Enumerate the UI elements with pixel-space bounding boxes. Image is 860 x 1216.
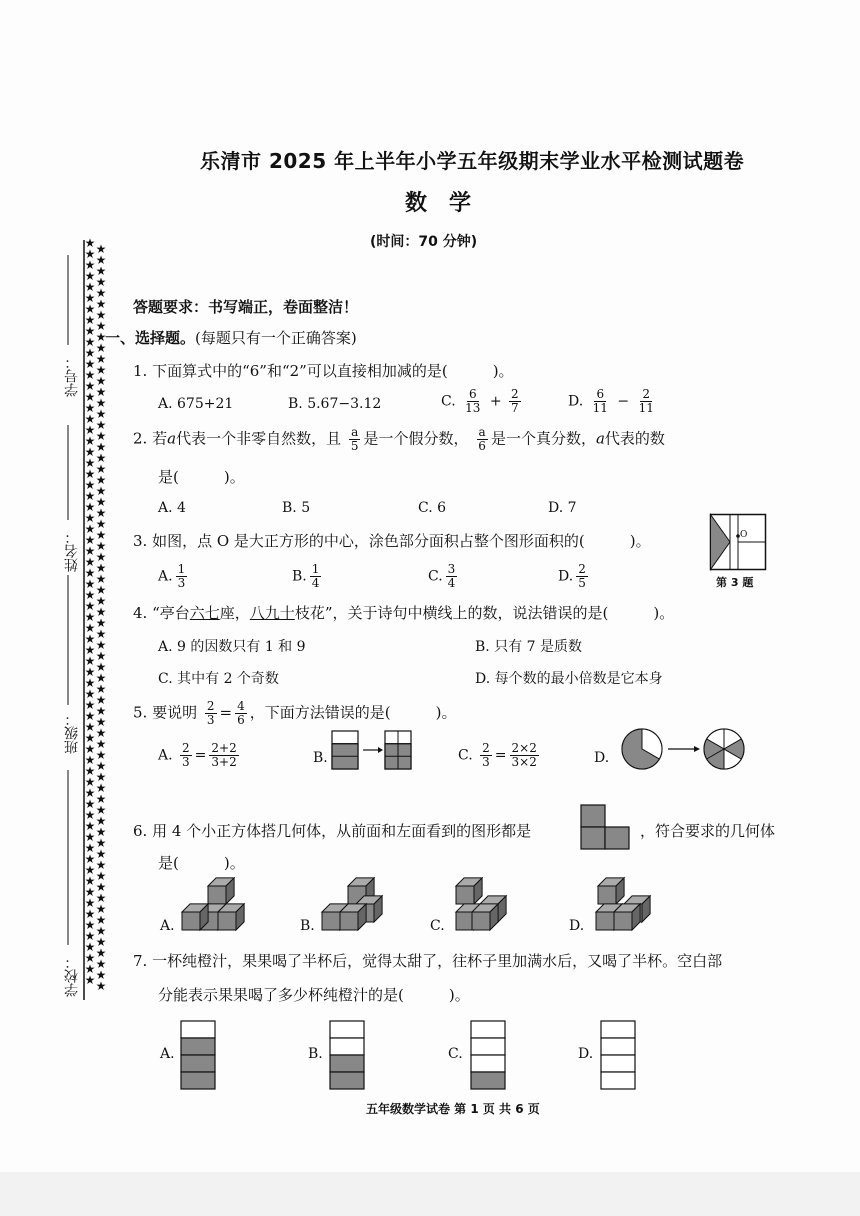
cube bbox=[472, 904, 498, 930]
q2-var-1: a bbox=[167, 429, 177, 448]
cup-segment bbox=[471, 1021, 505, 1038]
q3c-den: 4 bbox=[447, 576, 456, 590]
q3a-num: 1 bbox=[177, 562, 186, 576]
cube bbox=[340, 904, 366, 930]
cup-segment bbox=[330, 1055, 364, 1072]
q5-option-a[interactable] bbox=[158, 742, 242, 769]
q2-frac1-num: a bbox=[351, 425, 359, 439]
q4-number: 4. bbox=[133, 604, 148, 622]
q6-view-figure bbox=[580, 804, 630, 850]
cube bbox=[456, 878, 482, 904]
q5-option-b-label[interactable]: B. bbox=[313, 750, 328, 766]
q2-text-3: 是一个假分数， bbox=[363, 429, 469, 448]
cup-segment bbox=[601, 1072, 635, 1089]
section-prefix: 一、 bbox=[105, 329, 136, 347]
q6-option-c-label[interactable]: C. bbox=[430, 918, 445, 934]
binding-fill-lines bbox=[56, 255, 80, 975]
q3-figure-caption: 第 3 题 bbox=[716, 576, 754, 589]
q5c-den1: 3 bbox=[482, 755, 490, 769]
q6-text-2: ，符合要求的几何体 bbox=[640, 822, 776, 840]
q5-option-d-figure bbox=[620, 726, 750, 772]
cup-segment bbox=[330, 1021, 364, 1038]
q5a-label: A. bbox=[158, 747, 173, 764]
q1-option-c[interactable] bbox=[441, 388, 524, 415]
q3-square-figure bbox=[710, 514, 766, 570]
q7-option-d-cup bbox=[600, 1020, 636, 1092]
q7-option-a-label[interactable]: A. bbox=[160, 1046, 175, 1062]
cup-segment bbox=[471, 1055, 505, 1072]
q2-option-d[interactable]: D. 7 bbox=[548, 500, 577, 516]
q3c-label: C. bbox=[428, 568, 443, 585]
exam-time: (时间：70 分钟) bbox=[370, 234, 478, 250]
section-heading bbox=[105, 327, 357, 348]
school-label: 学校： bbox=[64, 955, 80, 997]
q2-option-c[interactable]: C. 6 bbox=[418, 500, 447, 516]
q7-line-2: 分能表示果果喝了多少杯纯橙汁的是( )。 bbox=[158, 986, 470, 1004]
cube bbox=[614, 904, 640, 930]
q3c-num: 3 bbox=[447, 562, 456, 576]
q4-underlined-1: 六七 bbox=[189, 604, 220, 622]
q3-text: 如图，点 O 是大正方形的中心，涂色部分面积占整个图形面积的( )。 bbox=[152, 532, 651, 550]
q3-number: 3. bbox=[133, 532, 148, 550]
q6-option-d-label[interactable]: D. bbox=[569, 918, 585, 934]
q5-frac1-den: 3 bbox=[206, 713, 215, 727]
q3a-den: 3 bbox=[177, 576, 186, 590]
q5a-num1: 2 bbox=[182, 741, 190, 755]
q2-frac2-den: 6 bbox=[478, 439, 486, 453]
q1d-num2: 2 bbox=[642, 387, 651, 401]
q2-text-5: 代表的数 bbox=[604, 429, 665, 448]
cup-segment bbox=[330, 1038, 364, 1055]
q5-equals: = bbox=[219, 703, 233, 722]
cup-segment bbox=[181, 1072, 215, 1089]
cup-segment bbox=[330, 1072, 364, 1089]
cup-segment bbox=[181, 1038, 215, 1055]
q1d-operator: − bbox=[617, 393, 630, 410]
q2-option-b[interactable]: B. 5 bbox=[282, 500, 311, 516]
q6-option-a-cubes bbox=[178, 876, 258, 934]
q5c-num2: 2×2 bbox=[511, 741, 537, 755]
q4-underlined-2: 八九十 bbox=[249, 604, 295, 622]
q5-number: 5. bbox=[133, 703, 148, 722]
q7-option-b-label[interactable]: B. bbox=[308, 1046, 323, 1062]
q1d-num1: 6 bbox=[596, 387, 605, 401]
q1d-den2: 11 bbox=[638, 401, 654, 415]
cup-segment bbox=[601, 1038, 635, 1055]
q6-option-c-cubes bbox=[448, 876, 528, 934]
q3d-label: D. bbox=[558, 568, 574, 585]
q4-option-c[interactable]: C. 其中有 2 个奇数 bbox=[158, 671, 279, 687]
cube bbox=[208, 878, 234, 904]
q4-text-3: 枝花”，关于诗句中横线上的数，说法错误的是( )。 bbox=[294, 604, 675, 622]
q5-frac2-den: 6 bbox=[237, 713, 245, 727]
q3a-label: A. bbox=[158, 568, 173, 585]
cup-segment bbox=[181, 1055, 215, 1072]
q5-frac2-num: 4 bbox=[237, 699, 245, 713]
q7-option-c-cup bbox=[470, 1020, 506, 1092]
cube bbox=[218, 904, 244, 930]
cube bbox=[598, 878, 624, 904]
question-2 bbox=[133, 426, 665, 453]
q3b-den: 4 bbox=[311, 576, 320, 590]
q2-frac1-den: 5 bbox=[350, 439, 359, 453]
question-7 bbox=[133, 950, 722, 971]
q4-text-1: “亭台 bbox=[152, 604, 190, 622]
q7-option-c-label[interactable]: C. bbox=[448, 1046, 463, 1062]
q2-option-a[interactable]: A. 4 bbox=[158, 500, 186, 516]
q3-option-a[interactable] bbox=[158, 563, 190, 590]
binding-line bbox=[82, 240, 86, 1000]
q3b-num: 1 bbox=[311, 562, 320, 576]
q7-option-d-label[interactable]: D. bbox=[578, 1046, 594, 1062]
q1-text: 下面算式中的“6”和“2”可以直接相加减的是( )。 bbox=[152, 362, 514, 380]
q3-point-o-label: O bbox=[740, 530, 748, 540]
q6-text-1: 用 4 个小正方体搭几何体，从前面和左面看到的图形都是 bbox=[152, 822, 532, 840]
q7-option-b-cup bbox=[329, 1020, 365, 1092]
q1-option-d[interactable] bbox=[568, 388, 659, 415]
q4-text-2: 座， bbox=[219, 604, 250, 622]
binding-star-column-right: ★ ★ ★ ★ ★ ★ ★ ★ ★ ★ ★ ★ ★ ★ ★ ★ ★ ★ ★ ★ ★ ★ ★ ★ ★ ★ ★ ★ ★ ★ ★ ★ ★ ★ ★ ★ ★ ★ ★ ★ ★ ★ ★ ★ ★ ★ ★ ★ ★ ★ ★ ★ ★ ★ ★ ★ ★ ★ ★ ★ ★ ★ ★ ★ ★ ★ ★ ★ bbox=[95, 242, 107, 993]
q5-text-1: 要说明 bbox=[152, 703, 198, 722]
binding-star-column-left: ★ ★ ★ ★ ★ ★ ★ ★ ★ ★ ★ ★ ★ ★ ★ ★ ★ ★ ★ ★ ★ ★ ★ ★ ★ ★ ★ ★ ★ ★ ★ ★ ★ ★ ★ ★ ★ ★ ★ ★ ★ ★ ★ ★ ★ ★ ★ ★ ★ ★ ★ ★ ★ ★ ★ ★ ★ ★ ★ ★ ★ ★ ★ ★ ★ ★ ★ ★ bbox=[84, 236, 96, 987]
q3d-num: 2 bbox=[578, 562, 586, 576]
q7-text-1: 一杯纯橙汁，果果喝了半杯后，觉得太甜了，往杯子里加满水后，又喝了半杯。空白部 bbox=[152, 952, 723, 970]
q2-text-1: 若 bbox=[152, 429, 168, 448]
q5a-num2: 2+2 bbox=[211, 741, 237, 755]
q5-option-c[interactable] bbox=[458, 742, 542, 769]
exam-title: 乐清市 2025 年上半年小学五年级期末学业水平检测试题卷 bbox=[200, 149, 745, 173]
q1-option-c-label: C. bbox=[441, 393, 456, 410]
q5c-equals: = bbox=[494, 747, 507, 764]
q6-number: 6. bbox=[133, 822, 148, 840]
q1c-operator: + bbox=[489, 393, 502, 410]
q1-option-b[interactable]: B. 5.67−3.12 bbox=[288, 396, 382, 412]
q1c-num1: 6 bbox=[468, 387, 477, 401]
cup-segment bbox=[601, 1021, 635, 1038]
q6-option-b-cubes bbox=[318, 876, 398, 934]
q4-option-b[interactable]: B. 只有 7 是质数 bbox=[475, 639, 582, 655]
subject-title: 数学 bbox=[405, 191, 494, 216]
q4-option-d[interactable]: D. 每个数的最小倍数是它本身 bbox=[475, 671, 663, 687]
q5a-den1: 3 bbox=[182, 755, 190, 769]
question-5 bbox=[133, 700, 456, 727]
question-3 bbox=[133, 530, 651, 551]
student-id-label: 学号： bbox=[64, 355, 80, 397]
q1d-den1: 11 bbox=[592, 401, 608, 415]
q6-line-2: 是( )。 bbox=[158, 854, 245, 872]
q5-frac1-num: 2 bbox=[206, 699, 215, 713]
q2-var-2: a bbox=[595, 429, 605, 448]
q1-number: 1. bbox=[133, 362, 148, 380]
q1c-num2: 2 bbox=[511, 387, 519, 401]
page-footer: 五年级数学试卷 第 1 页 共 6 页 bbox=[366, 1102, 540, 1116]
q2-text-2: 代表一个非零自然数，且 bbox=[176, 429, 342, 448]
student-name-label: 姓名： bbox=[64, 530, 80, 572]
q1c-den1: 13 bbox=[465, 401, 481, 415]
q3b-label: B. bbox=[292, 568, 307, 585]
q3-option-b[interactable] bbox=[292, 563, 324, 590]
q5c-label: C. bbox=[458, 747, 473, 764]
q7-number: 7. bbox=[133, 952, 148, 970]
q6-option-d-cubes bbox=[588, 876, 668, 934]
q3d-den: 5 bbox=[578, 576, 586, 590]
q3-option-d[interactable] bbox=[558, 563, 591, 590]
question-1 bbox=[133, 360, 514, 381]
q1-option-d-label: D. bbox=[568, 393, 584, 410]
q2-text-4: 是一个真分数， bbox=[490, 429, 596, 448]
cup-segment bbox=[601, 1055, 635, 1072]
q1c-den2: 7 bbox=[511, 401, 519, 415]
section-note: (每题只有一个正确答案) bbox=[195, 329, 357, 347]
cup-segment bbox=[471, 1038, 505, 1055]
q1-option-a[interactable]: A. 675+21 bbox=[158, 396, 234, 412]
q2-line-2: 是( )。 bbox=[158, 468, 245, 486]
q5c-den2: 3×2 bbox=[511, 755, 537, 769]
q5-option-d-label[interactable]: D. bbox=[594, 750, 610, 766]
q2-frac2-num: a bbox=[478, 425, 486, 439]
question-4 bbox=[133, 602, 674, 623]
cup-segment bbox=[471, 1072, 505, 1089]
q5a-equals: = bbox=[194, 747, 207, 764]
cube bbox=[182, 904, 208, 930]
question-6 bbox=[133, 820, 531, 841]
q6-option-a-label[interactable]: A. bbox=[160, 918, 175, 934]
section-title: 选择题。 bbox=[135, 329, 196, 347]
q2-number: 2. bbox=[133, 429, 148, 448]
q5a-den2: 3+2 bbox=[211, 755, 237, 769]
answer-requirement: 答题要求：书写端正，卷面整洁！ bbox=[133, 298, 359, 316]
cup-segment bbox=[181, 1021, 215, 1038]
class-label: 班级： bbox=[64, 712, 80, 754]
q5c-num1: 2 bbox=[482, 741, 490, 755]
q6-option-b-label[interactable]: B. bbox=[300, 918, 315, 934]
q3-option-c[interactable] bbox=[428, 563, 460, 590]
q5-text-2: ，下面方法错误的是( )。 bbox=[249, 703, 457, 722]
q7-option-a-cup bbox=[180, 1020, 216, 1092]
q4-option-a[interactable]: A. 9 的因数只有 1 和 9 bbox=[158, 639, 306, 655]
q5-option-b-figure bbox=[331, 730, 411, 772]
